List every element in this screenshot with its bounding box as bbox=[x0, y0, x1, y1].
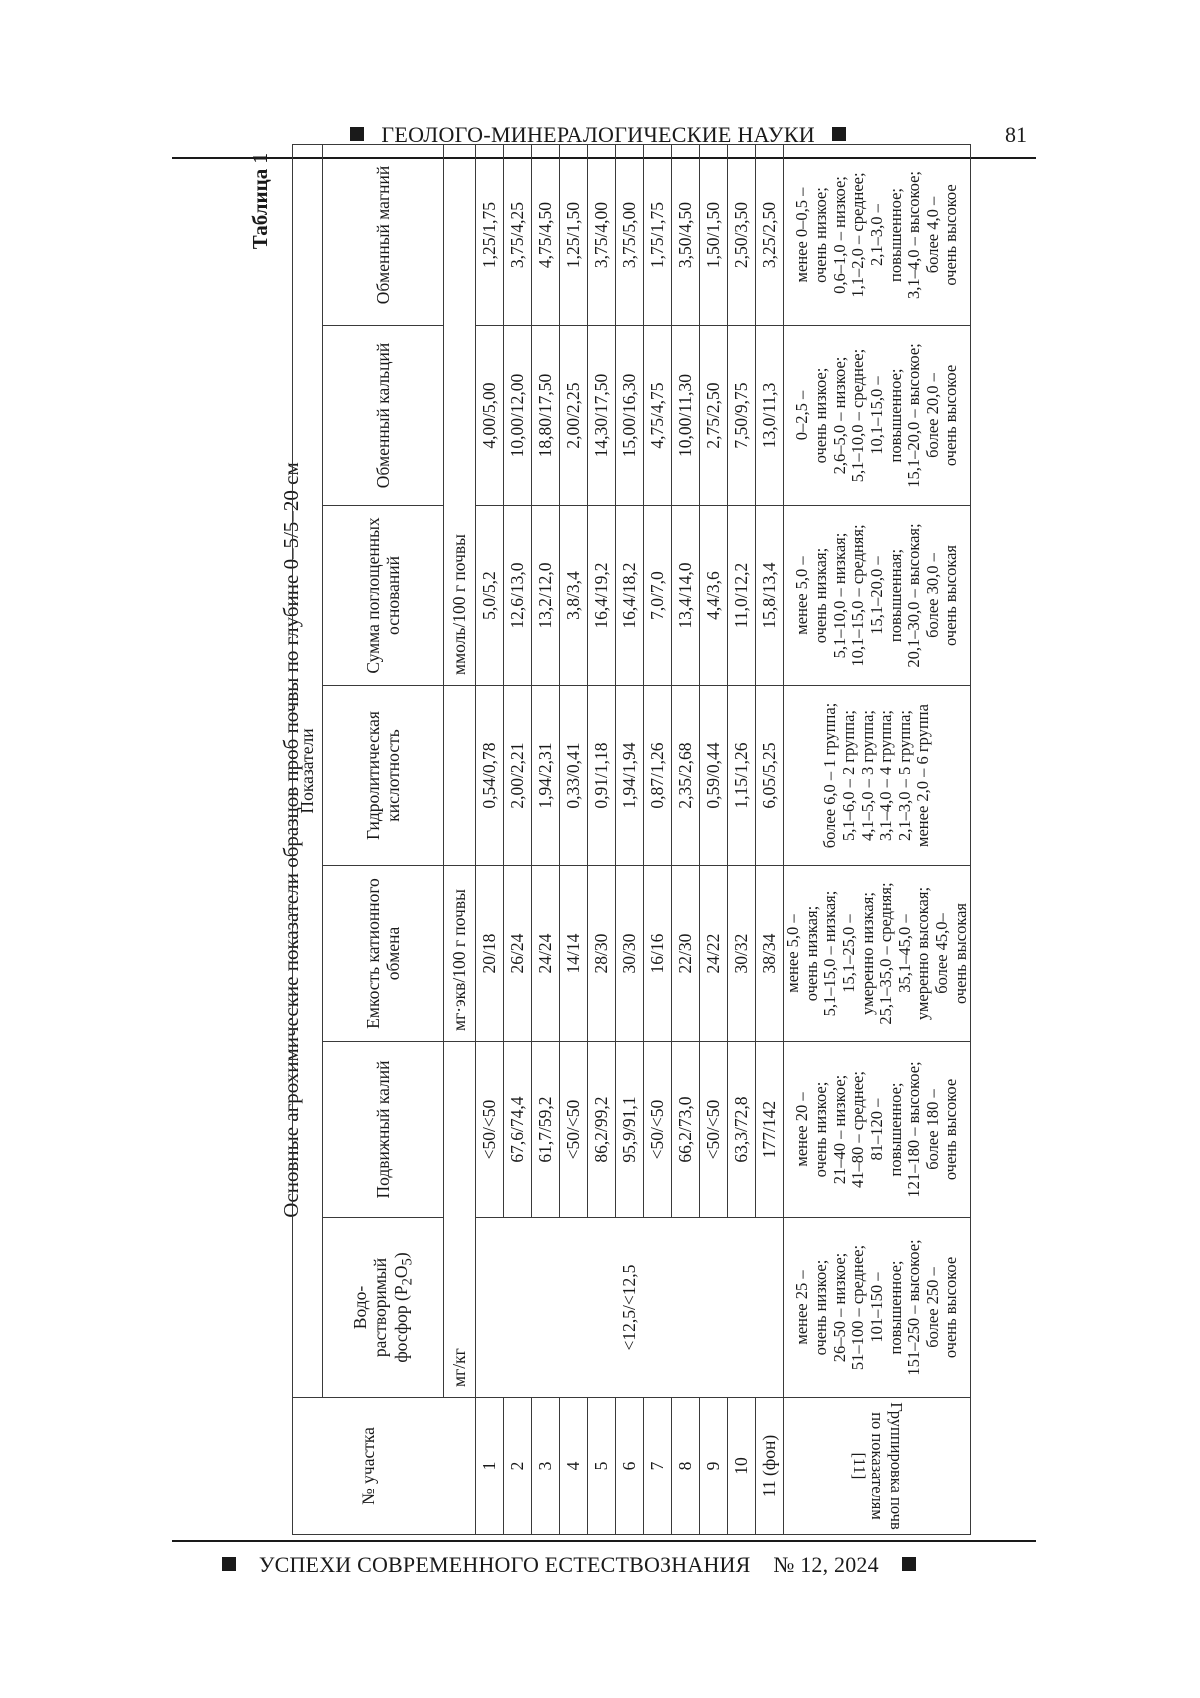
cell-site-no: 7 bbox=[644, 1398, 672, 1535]
grouping-line: повышенное; bbox=[885, 368, 905, 463]
grouping-line: очень высокая bbox=[941, 544, 961, 647]
cell-cec: 20/18 bbox=[476, 866, 504, 1042]
grouping-bases bbox=[784, 506, 971, 686]
grouping-line: 21–40 – низкое; bbox=[829, 1074, 849, 1185]
grouping-line: 81–120 – bbox=[866, 1098, 886, 1161]
cell-calcium: 7,50/9,75 bbox=[728, 326, 756, 506]
cell-calcium: 2,00/2,25 bbox=[560, 326, 588, 506]
cell-acidity: 0,91/1,18 bbox=[588, 686, 616, 866]
grouping-line: 15,1–25,0 – bbox=[838, 914, 858, 993]
grouping-line: повышенное; bbox=[885, 1082, 905, 1177]
cell-magnesium: 1,50/1,50 bbox=[700, 144, 728, 325]
cell-acidity: 1,94/1,94 bbox=[616, 686, 644, 866]
unit-acidity-cell bbox=[444, 686, 476, 866]
cell-site-no: 3 bbox=[532, 1398, 560, 1535]
grouping-calcium bbox=[784, 326, 971, 506]
cell-calcium: 13,0/11,3 bbox=[756, 326, 784, 506]
grouping-line: повышенное; bbox=[885, 187, 905, 282]
cell-calcium: 15,00/16,30 bbox=[616, 326, 644, 506]
grouping-line: 1,1–2,0 – среднее; bbox=[848, 172, 868, 298]
cell-acidity: 2,35/2,68 bbox=[672, 686, 700, 866]
grouping-line: более 4,0 – bbox=[922, 196, 942, 274]
grouping-line: очень высокое bbox=[941, 364, 961, 467]
cell-potassium: 95,9/91,1 bbox=[616, 1042, 644, 1218]
col-header-site-no: № участка bbox=[293, 1398, 444, 1535]
cell-bases: 13,2/12,0 bbox=[532, 506, 560, 686]
grouping-line: очень низкое; bbox=[810, 187, 830, 283]
square-bullet-icon bbox=[350, 127, 364, 141]
cell-bases: 15,8/13,4 bbox=[756, 506, 784, 686]
grouping-line: 121–180 – высокое; bbox=[904, 1061, 924, 1198]
col-header-calcium: Обменный кальций bbox=[323, 326, 444, 506]
unit-mg-kg: мг/кг bbox=[444, 1042, 476, 1398]
cell-cec: 24/22 bbox=[700, 866, 728, 1042]
cell-site-no: 4 bbox=[560, 1398, 588, 1535]
rotated-table-block bbox=[248, 145, 1018, 1535]
cell-calcium: 10,00/12,00 bbox=[504, 326, 532, 506]
grouping-line: очень высокое bbox=[941, 1078, 961, 1181]
grouping-line: 5,1–6,0 – 2 группа; bbox=[838, 710, 858, 841]
grouping-line: 25,1–35,0 – средняя; bbox=[876, 882, 896, 1025]
cell-acidity: 0,33/0,41 bbox=[560, 686, 588, 866]
cell-magnesium: 3,75/4,00 bbox=[588, 144, 616, 325]
cell-cec: 30/32 bbox=[728, 866, 756, 1042]
agrochemical-table bbox=[292, 144, 971, 1535]
grouping-line: 5,1–10,0 – среднее; bbox=[848, 348, 868, 483]
cell-calcium: 14,30/17,50 bbox=[588, 326, 616, 506]
grouping-line: более 20,0 – bbox=[922, 373, 942, 458]
grouping-line: повышенная; bbox=[885, 548, 905, 643]
cell-bases: 3,8/3,4 bbox=[560, 506, 588, 686]
grouping-line: повышенное; bbox=[885, 1260, 905, 1355]
grouping-row bbox=[784, 144, 971, 1534]
cell-cec: 38/34 bbox=[756, 866, 784, 1042]
cell-potassium: 63,3/72,8 bbox=[728, 1042, 756, 1218]
grouping-phosphorus bbox=[784, 1218, 971, 1398]
grouping-line: более 45,0– bbox=[932, 913, 952, 994]
col-header-bases: Сумма поглощенных оснований bbox=[323, 506, 444, 686]
cell-potassium: 61,7/59,2 bbox=[532, 1042, 560, 1218]
grouping-line: умеренно высокая; bbox=[913, 886, 933, 1021]
cell-calcium: 4,00/5,00 bbox=[476, 326, 504, 506]
square-bullet-icon bbox=[832, 127, 846, 141]
cell-site-no: 11 (фон) bbox=[756, 1398, 784, 1535]
cell-potassium: 86,2/99,2 bbox=[588, 1042, 616, 1218]
grouping-line: менее 25 – bbox=[792, 1270, 812, 1345]
cell-site-no: 2 bbox=[504, 1398, 532, 1535]
table-row bbox=[476, 144, 504, 1534]
table-label: Таблица 1 bbox=[248, 153, 272, 250]
cell-acidity: 0,59/0,44 bbox=[700, 686, 728, 866]
cell-magnesium: 1,25/1,50 bbox=[560, 144, 588, 325]
col-header-potassium: Подвижный калий bbox=[323, 1042, 444, 1218]
grouping-line: 3,1–4,0 – высокое; bbox=[904, 171, 924, 299]
col-header-phosphorus: Водо- растворимый фосфор $(P_2O_5)$ bbox=[323, 1218, 444, 1398]
grouping-line: 41–80 – среднее; bbox=[848, 1071, 868, 1188]
grouping-line: 4,1–5,0 – 3 группа; bbox=[857, 710, 877, 841]
cell-magnesium: 4,75/4,50 bbox=[532, 144, 560, 325]
col-header-cec: Емкость катионного обмена bbox=[323, 866, 444, 1042]
grouping-line: менее 20 – bbox=[792, 1092, 812, 1167]
cell-bases: 12,6/13,0 bbox=[504, 506, 532, 686]
cell-magnesium: 3,50/4,50 bbox=[672, 144, 700, 325]
grouping-label-cell bbox=[784, 1398, 971, 1535]
footer-rule bbox=[172, 1540, 1036, 1542]
grouping-line: более 6,0 – 1 группа; bbox=[820, 702, 840, 849]
cell-cec: 14/14 bbox=[560, 866, 588, 1042]
grouping-line: 26–50 – низкое; bbox=[829, 1252, 849, 1363]
cell-potassium: 67,6/74,4 bbox=[504, 1042, 532, 1218]
table-title: Основные агрохимические показатели образцов проб почвы по глубине 0–5/5–20 см bbox=[279, 462, 303, 1218]
cell-bases: 13,4/14,0 bbox=[672, 506, 700, 686]
grouping-line: 101–150 – bbox=[866, 1272, 886, 1343]
running-footer bbox=[222, 1552, 1002, 1578]
grouping-line: очень высокое bbox=[941, 1256, 961, 1359]
cell-phosphorus-merged: <12,5/<12,5 bbox=[476, 1218, 784, 1398]
grouping-line: 10,1–15,0 – средняя; bbox=[848, 524, 868, 667]
grouping-label: Группировка почв по показателям [11] bbox=[849, 1402, 907, 1530]
grouping-line: 10,1–15,0 – bbox=[866, 376, 886, 455]
cell-calcium: 18,80/17,50 bbox=[532, 326, 560, 506]
grouping-line: очень высокое bbox=[941, 184, 961, 286]
grouping-line: 5,1–10,0 – низкая; bbox=[829, 532, 849, 659]
cell-magnesium: 3,25/2,50 bbox=[756, 144, 784, 325]
cell-bases: 4,4/3,6 bbox=[700, 506, 728, 686]
grouping-line: 15,1–20,0 – bbox=[866, 556, 886, 635]
grouping-line: умеренно низкая; bbox=[857, 892, 877, 1015]
cell-site-no: 5 bbox=[588, 1398, 616, 1535]
header-row-columns bbox=[323, 144, 444, 1534]
grouping-line: 15,1–20,0 – высокое; bbox=[904, 343, 924, 488]
cell-cec: 26/24 bbox=[504, 866, 532, 1042]
cell-calcium: 4,75/4,75 bbox=[644, 326, 672, 506]
grouping-line: менее 5,0 – bbox=[783, 914, 802, 993]
grouping-line: очень низкое; bbox=[810, 367, 830, 464]
unit-mmol: ммоль/100 г почвы bbox=[444, 144, 476, 685]
cell-bases: 16,4/19,2 bbox=[588, 506, 616, 686]
cell-site-no: 8 bbox=[672, 1398, 700, 1535]
table-body bbox=[293, 144, 971, 1534]
units-site-cell bbox=[444, 1398, 476, 1535]
page-number: 81 bbox=[1005, 122, 1027, 147]
cell-magnesium: 1,75/1,75 bbox=[644, 144, 672, 325]
grouping-line: очень низкое; bbox=[810, 1259, 830, 1356]
grouping-line: 151–250 – высокое; bbox=[904, 1239, 924, 1376]
square-bullet-icon bbox=[902, 1557, 916, 1571]
cell-bases: 7,0/7,0 bbox=[644, 506, 672, 686]
cell-cec: 28/30 bbox=[588, 866, 616, 1042]
grouping-line: 0,6–1,0 – низкое; bbox=[829, 176, 849, 294]
cell-cec: 30/30 bbox=[616, 866, 644, 1042]
grouping-line: более 250 – bbox=[922, 1267, 942, 1348]
cell-bases: 11,0/12,2 bbox=[728, 506, 756, 686]
cell-bases: 5,0/5,2 bbox=[476, 506, 504, 686]
col-header-magnesium: Обменный магний bbox=[323, 144, 444, 325]
cell-magnesium: 3,75/4,25 bbox=[504, 144, 532, 325]
grouping-line: 2,1–3,0 – 5 группа; bbox=[894, 710, 914, 841]
grouping-line: 51–100 – среднее; bbox=[848, 1244, 868, 1371]
grouping-line: менее 0–0,5 – bbox=[792, 187, 812, 283]
grouping-line: 35,1–45,0 – bbox=[894, 914, 914, 993]
cell-potassium: <50/<50 bbox=[700, 1042, 728, 1218]
cell-site-no: 1 bbox=[476, 1398, 504, 1535]
cell-acidity: 1,15/1,26 bbox=[728, 686, 756, 866]
cell-cec: 24/24 bbox=[532, 866, 560, 1042]
grouping-line: очень высокая bbox=[950, 902, 970, 1005]
cell-acidity: 0,54/0,78 bbox=[476, 686, 504, 866]
section-title: ГЕОЛОГО-МИНЕРАЛОГИЧЕСКИЕ НАУКИ bbox=[381, 122, 815, 147]
grouping-line: более 30,0 – bbox=[922, 553, 942, 638]
cell-potassium: <50/<50 bbox=[476, 1042, 504, 1218]
grouping-potassium bbox=[784, 1042, 971, 1218]
grouping-line: 2,6–5,0 – низкое; bbox=[829, 356, 849, 475]
grouping-line: очень низкая; bbox=[801, 905, 821, 1002]
cell-site-no: 6 bbox=[616, 1398, 644, 1535]
cell-acidity: 1,94/2,31 bbox=[532, 686, 560, 866]
cell-magnesium: 1,25/1,75 bbox=[476, 144, 504, 325]
cell-site-no: 9 bbox=[700, 1398, 728, 1535]
grouping-line: менее 5,0 – bbox=[792, 556, 812, 635]
grouping-line: 2,1–3,0 – bbox=[866, 204, 886, 266]
cell-potassium: <50/<50 bbox=[560, 1042, 588, 1218]
cell-calcium: 2,75/2,50 bbox=[700, 326, 728, 506]
col-header-acidity: Гидролитическая кислотность bbox=[323, 686, 444, 866]
cell-cec: 22/30 bbox=[672, 866, 700, 1042]
grouping-line: более 180 – bbox=[922, 1089, 942, 1170]
square-bullet-icon bbox=[222, 1557, 236, 1571]
grouping-line: 5,1–15,0 – низкая; bbox=[820, 890, 840, 1017]
cell-bases: 16,4/18,2 bbox=[616, 506, 644, 686]
grouping-magnesium bbox=[784, 144, 971, 325]
grouping-line: 0–2,5 – bbox=[792, 390, 812, 441]
cell-potassium: 177/142 bbox=[756, 1042, 784, 1218]
grouping-line: 3,1–4,0 – 4 группа; bbox=[876, 710, 896, 841]
grouping-cec bbox=[784, 866, 971, 1042]
unit-mg-eq: мг·экв/100 г почвы bbox=[444, 866, 476, 1042]
cell-magnesium: 2,50/3,50 bbox=[728, 144, 756, 325]
cell-cec: 16/16 bbox=[644, 866, 672, 1042]
cell-potassium: <50/<50 bbox=[644, 1042, 672, 1218]
grouping-line: очень низкое; bbox=[810, 1081, 830, 1178]
journal-issue: № 12, 2024 bbox=[773, 1552, 879, 1577]
cell-calcium: 10,00/11,30 bbox=[672, 326, 700, 506]
grouping-line: очень низкая; bbox=[810, 547, 830, 644]
units-row bbox=[444, 144, 476, 1534]
cell-magnesium: 3,75/5,00 bbox=[616, 144, 644, 325]
cell-potassium: 66,2/73,0 bbox=[672, 1042, 700, 1218]
cell-acidity: 0,87/1,26 bbox=[644, 686, 672, 866]
header-row-indicators bbox=[293, 144, 323, 1534]
grouping-line: 20,1–30,0 – высокая; bbox=[904, 523, 924, 668]
grouping-line: менее 2,0 – 6 группа bbox=[913, 704, 933, 847]
grouping-acidity bbox=[784, 686, 971, 866]
cell-acidity: 2,00/2,21 bbox=[504, 686, 532, 866]
journal-name: УСПЕХИ СОВРЕМЕННОГО ЕСТЕСТВОЗНАНИЯ bbox=[258, 1552, 751, 1577]
cell-acidity: 6,05/5,25 bbox=[756, 686, 784, 866]
indicators-header: Показатели bbox=[293, 144, 323, 1397]
cell-site-no: 10 bbox=[728, 1398, 756, 1535]
